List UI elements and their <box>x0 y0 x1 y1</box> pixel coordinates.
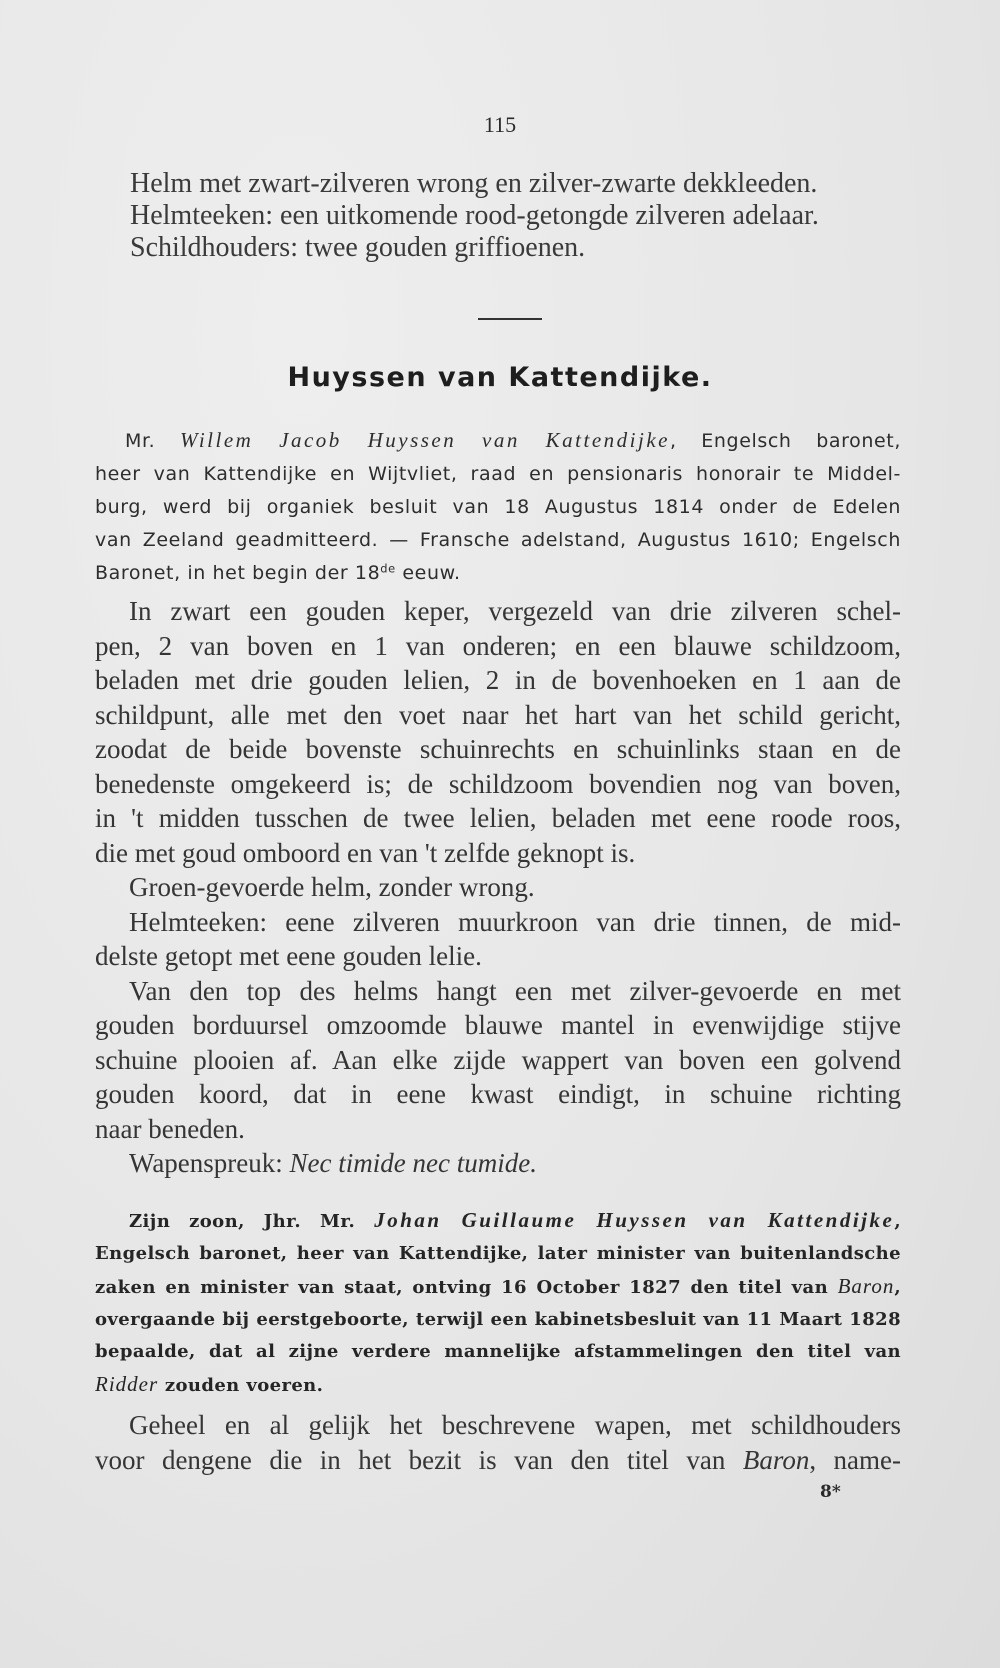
text-line: in 't midden tusschen de twee lelien, beladen met eene roode roos, <box>95 803 901 833</box>
text-line: Helmteeken: eene zilveren muurkroon van drie tinnen, de mid- <box>129 906 901 937</box>
text-line: In zwart een gouden keper, vergezeld van drie zilveren schel- <box>129 596 901 626</box>
text-line: van Zeeland geadmitteerd. — Fransche adelstand, Augustus 1610; Engelsch <box>95 529 901 551</box>
text-line: gouden borduursel omzoomde blauwe mantel in evenwijdige stijve <box>95 1010 901 1040</box>
intro-paragraph <box>95 424 901 590</box>
blazon-paragraph <box>95 594 901 1181</box>
section-heading: Huyssen van Kattendijke. <box>287 362 713 393</box>
text-line: Groen-gevoerde helm, zonder wrong. <box>129 872 535 902</box>
page-number: 115 <box>483 112 517 137</box>
text-line: delste getopt met eene gouden lelie. <box>95 941 482 971</box>
text-line: bepaalde, dat al zijne verdere mannelijke afstammelingen den titel van <box>95 1341 901 1362</box>
text-line: beladen met drie gouden lelien, 2 in de bovenhoeken en 1 aan de <box>95 665 901 695</box>
son-paragraph <box>95 1204 901 1402</box>
text-line: benedenste omgekeerd is; de schildzoom bovendien nog van boven, <box>95 768 901 799</box>
closing-paragraph <box>95 1408 901 1477</box>
section-divider <box>478 318 542 320</box>
text-line: Schildhouders: twee gouden griffioenen. <box>130 232 586 263</box>
text-line: zoodat de beide bovenste schuinrechts en schuinlinks staan en de <box>95 734 901 764</box>
text-line: Ridder zouden voeren. <box>95 1372 324 1396</box>
arms-description-top <box>130 168 900 264</box>
person-name: Willem Jacob Huyssen van Kattendijke <box>180 428 670 452</box>
text-line: Van den top des helms hangt een met zilver-gevoerde en met <box>129 975 901 1006</box>
text-line: Helm met zwart-zilveren wrong en zilver-zwarte dekkleeden. <box>130 168 818 199</box>
text-line: schuine plooien af. Aan elke zijde wappert van boven een golvend <box>95 1044 901 1075</box>
text-line: Geheel en al gelijk het beschrevene wapen, met schildhouders <box>129 1410 901 1440</box>
text-line: schildpunt, alle met den voet naar het hart van het schild gericht, <box>95 699 901 730</box>
text-line: burg, werd bij organiek besluit van 18 Augustus 1814 onder de Edelen <box>95 496 901 518</box>
text-line: Baronet, in het begin der 18de eeuw. <box>95 561 461 584</box>
person-name: Johan Guillaume Huyssen van Kattendijke <box>374 1208 895 1232</box>
text-line: naar beneden. <box>95 1113 245 1144</box>
text-line: heer van Kattendijke en Wijtvliet, raad en pensionaris honorair te Middel- <box>95 463 901 485</box>
text-line: overgaande bij eerstgeboorte, terwijl een kabinetsbesluit van 11 Maart 1828 <box>95 1309 901 1330</box>
text-line: zaken en minister van staat, ontving 16 October 1827 den titel van Baron, <box>95 1274 901 1298</box>
motto-line: Wapenspreuk: Nec timide nec tumide. <box>129 1148 537 1178</box>
text-line: Mr. Willem Jacob Huyssen van Kattendijke, Engelsch baronet, <box>125 428 901 452</box>
text-line: Helmteeken: een uitkomende rood-getongde zilveren adelaar. <box>130 200 819 231</box>
text-line: die met goud omboord en van 't zelfde geknopt is. <box>95 837 636 868</box>
text-line: pen, 2 van boven en 1 van onderen; en een blauwe schildzoom, <box>95 630 901 661</box>
text-line: gouden koord, dat in eene kwast eindigt, in schuine richting <box>95 1079 901 1109</box>
signature-mark: 8* <box>820 1482 841 1502</box>
text-line: Engelsch baronet, heer van Kattendijke, later minister van buitenlandsche <box>95 1243 901 1264</box>
text-line: Zijn zoon, Jhr. Mr. Johan Guillaume Huyssen van Kattendijke, <box>129 1208 901 1232</box>
text-line: voor dengene die in het bezit is van den titel van Baron, name- <box>95 1444 901 1475</box>
motto: Nec timide nec tumide. <box>289 1148 537 1178</box>
